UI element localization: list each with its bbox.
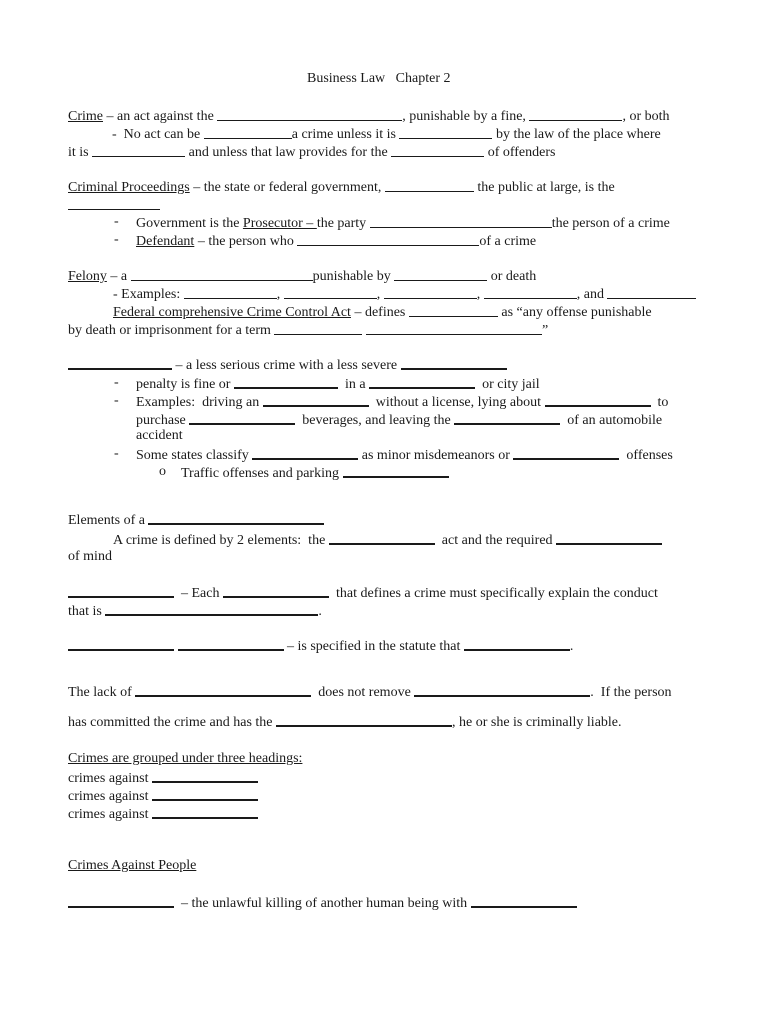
blank[interactable] [252, 445, 358, 460]
text: of an automobile [560, 413, 663, 428]
group-item [68, 786, 258, 806]
blank[interactable] [284, 284, 377, 299]
crime-term: Crime [68, 109, 103, 124]
blank[interactable] [454, 410, 560, 425]
blank[interactable] [148, 510, 324, 525]
blank[interactable] [513, 445, 619, 460]
group-item [68, 768, 258, 788]
text: – an act against the [103, 109, 218, 124]
blank[interactable] [152, 804, 258, 819]
text: crimes against [68, 789, 152, 804]
government-prosecutor [136, 213, 670, 233]
text: – is specified in the statute that [283, 639, 464, 654]
blank[interactable] [152, 768, 258, 783]
blank[interactable] [369, 374, 475, 389]
blank[interactable] [384, 284, 477, 299]
specified-statute [68, 636, 573, 656]
lack-of [68, 682, 672, 702]
text: , or both [622, 109, 670, 124]
group-item [68, 804, 258, 824]
text: . [318, 604, 322, 619]
crime-control-act [113, 302, 652, 322]
bullet: - [114, 232, 119, 247]
text: that defines a crime must specifically explain the conduct [328, 586, 658, 601]
blank[interactable] [234, 374, 338, 389]
text: it is [68, 145, 93, 160]
groups-heading: Crimes are grouped under three headings: [68, 751, 303, 766]
text: Examples: driving an [136, 395, 263, 410]
elements-definition [113, 530, 662, 550]
misdemeanor-definition [68, 355, 507, 375]
text: crimes against [68, 771, 152, 786]
text: , punishable by a fine, [402, 109, 530, 124]
defendant-definition [136, 231, 536, 251]
blank[interactable] [366, 320, 542, 335]
traffic-offenses [181, 463, 449, 483]
blank[interactable] [414, 682, 590, 697]
blank[interactable] [464, 636, 570, 651]
blank[interactable] [409, 302, 498, 317]
misdemeanor-examples [136, 392, 668, 412]
blank[interactable] [68, 893, 174, 908]
text: act and the required [434, 533, 557, 548]
misdemeanor-examples-cont [136, 410, 662, 430]
felony-term: Felony [68, 269, 107, 284]
text: in a [337, 377, 370, 392]
blank[interactable] [189, 410, 295, 425]
text: and unless that law provides for the [185, 145, 392, 160]
people-heading: Crimes Against People [68, 858, 197, 873]
states-classify [136, 445, 673, 465]
blank[interactable] [68, 355, 172, 370]
blank[interactable] [607, 284, 696, 299]
text: a crime unless it is [291, 127, 400, 142]
blank[interactable] [329, 530, 435, 545]
text: beverages, and leaving the [295, 413, 455, 428]
text: to [650, 395, 669, 410]
text: as “any offense punishable [497, 305, 652, 320]
crime-control-act-cont [68, 320, 548, 340]
text: , and [576, 287, 608, 302]
blank[interactable] [135, 682, 311, 697]
text: The lack of [68, 685, 136, 700]
text: purchase [136, 413, 190, 428]
blank[interactable] [263, 392, 369, 407]
blank[interactable] [68, 583, 174, 598]
text: . [569, 639, 574, 654]
text: of offenders [484, 145, 556, 160]
text: without a license, lying about [368, 395, 545, 410]
text: that is [68, 604, 106, 619]
text: punishable by [312, 269, 395, 284]
blank[interactable] [399, 124, 492, 139]
text: . If the person [590, 685, 672, 700]
blank[interactable] [92, 142, 185, 157]
proceedings-term: Criminal Proceedings [68, 180, 190, 195]
blank[interactable] [184, 284, 277, 299]
blank[interactable] [217, 106, 402, 121]
misdemeanor-penalty [136, 374, 540, 394]
text: crimes against [68, 807, 152, 822]
text: the public at large, is the [473, 180, 615, 195]
bullet: - [114, 375, 119, 390]
text: – a [106, 269, 131, 284]
of-mind-text: of mind [68, 549, 112, 564]
crime-rule [112, 124, 661, 144]
text: – a less serious crime with a less severe [172, 358, 401, 373]
text: the party [316, 216, 370, 231]
blank[interactable] [484, 284, 577, 299]
criminally-liable [68, 712, 622, 732]
blank[interactable] [529, 106, 622, 121]
text: , [376, 287, 384, 302]
text: A crime is defined by 2 elements: the [113, 533, 329, 548]
blank[interactable] [343, 463, 449, 478]
blank[interactable] [556, 530, 662, 545]
text: , [276, 287, 284, 302]
blank[interactable] [391, 142, 484, 157]
blank[interactable] [297, 231, 479, 246]
blank[interactable] [545, 392, 651, 407]
text: by the law of the place where [492, 127, 661, 142]
text: by death or imprisonment for a term [68, 323, 275, 338]
blank[interactable] [178, 636, 284, 651]
sub-bullet: o [159, 464, 166, 479]
text: the person of a crime [551, 216, 670, 231]
blank[interactable] [131, 266, 313, 281]
text: does not remove [311, 685, 415, 700]
page-title: Business Law Chapter 2 [307, 71, 451, 86]
blank[interactable] [385, 177, 474, 192]
text: has committed the crime and has the [68, 715, 276, 730]
blank[interactable] [274, 320, 362, 335]
blank[interactable] [105, 601, 318, 616]
text: Elements of a [68, 513, 149, 528]
proceedings-definition [68, 177, 615, 197]
bullet: - [114, 393, 119, 408]
proceedings-cont [68, 195, 160, 215]
blank[interactable] [68, 636, 174, 651]
accident-text: accident [136, 428, 183, 443]
text: - Examples: [113, 287, 184, 302]
text: – the unlawful killing of another human being with [174, 896, 471, 911]
defendant-term: Defendant [136, 234, 195, 249]
blank[interactable] [370, 213, 552, 228]
text: Government is the [136, 216, 243, 231]
text: penalty is fine or [136, 377, 234, 392]
text: – the state or federal government, [189, 180, 385, 195]
text: , [476, 287, 484, 302]
bullet: - [114, 214, 119, 229]
text: ” [541, 323, 549, 338]
blank[interactable] [471, 893, 577, 908]
blank[interactable] [276, 712, 452, 727]
text: - No act can be [112, 127, 204, 142]
blank[interactable] [223, 583, 329, 598]
each-statute-cont [68, 601, 322, 621]
crime-definition [68, 106, 670, 126]
text: Some states classify [136, 448, 253, 463]
text: Traffic offenses and parking [181, 466, 343, 481]
blank[interactable] [394, 266, 487, 281]
each-statute [68, 583, 658, 603]
blank[interactable] [152, 786, 258, 801]
blank[interactable] [401, 355, 507, 370]
text: , he or she is criminally liable. [452, 715, 622, 730]
text: of a crime [479, 234, 537, 249]
homicide-definition [68, 893, 577, 913]
blank[interactable] [68, 195, 160, 210]
text: as minor misdemeanors or [358, 448, 514, 463]
felony-examples [113, 284, 696, 304]
act-term: Federal comprehensive Crime Control Act [113, 305, 351, 320]
prosecutor-term: Prosecutor – [242, 216, 317, 231]
text: – Each [174, 586, 223, 601]
felony-definition [68, 266, 536, 286]
crime-rule-cont [68, 142, 555, 162]
blank[interactable] [204, 124, 292, 139]
text: offenses [619, 448, 673, 463]
elements-heading [68, 510, 324, 530]
text: – the person who [194, 234, 298, 249]
bullet: - [114, 446, 119, 461]
text: or city jail [475, 377, 540, 392]
text: or death [487, 269, 537, 284]
text: – defines [350, 305, 409, 320]
